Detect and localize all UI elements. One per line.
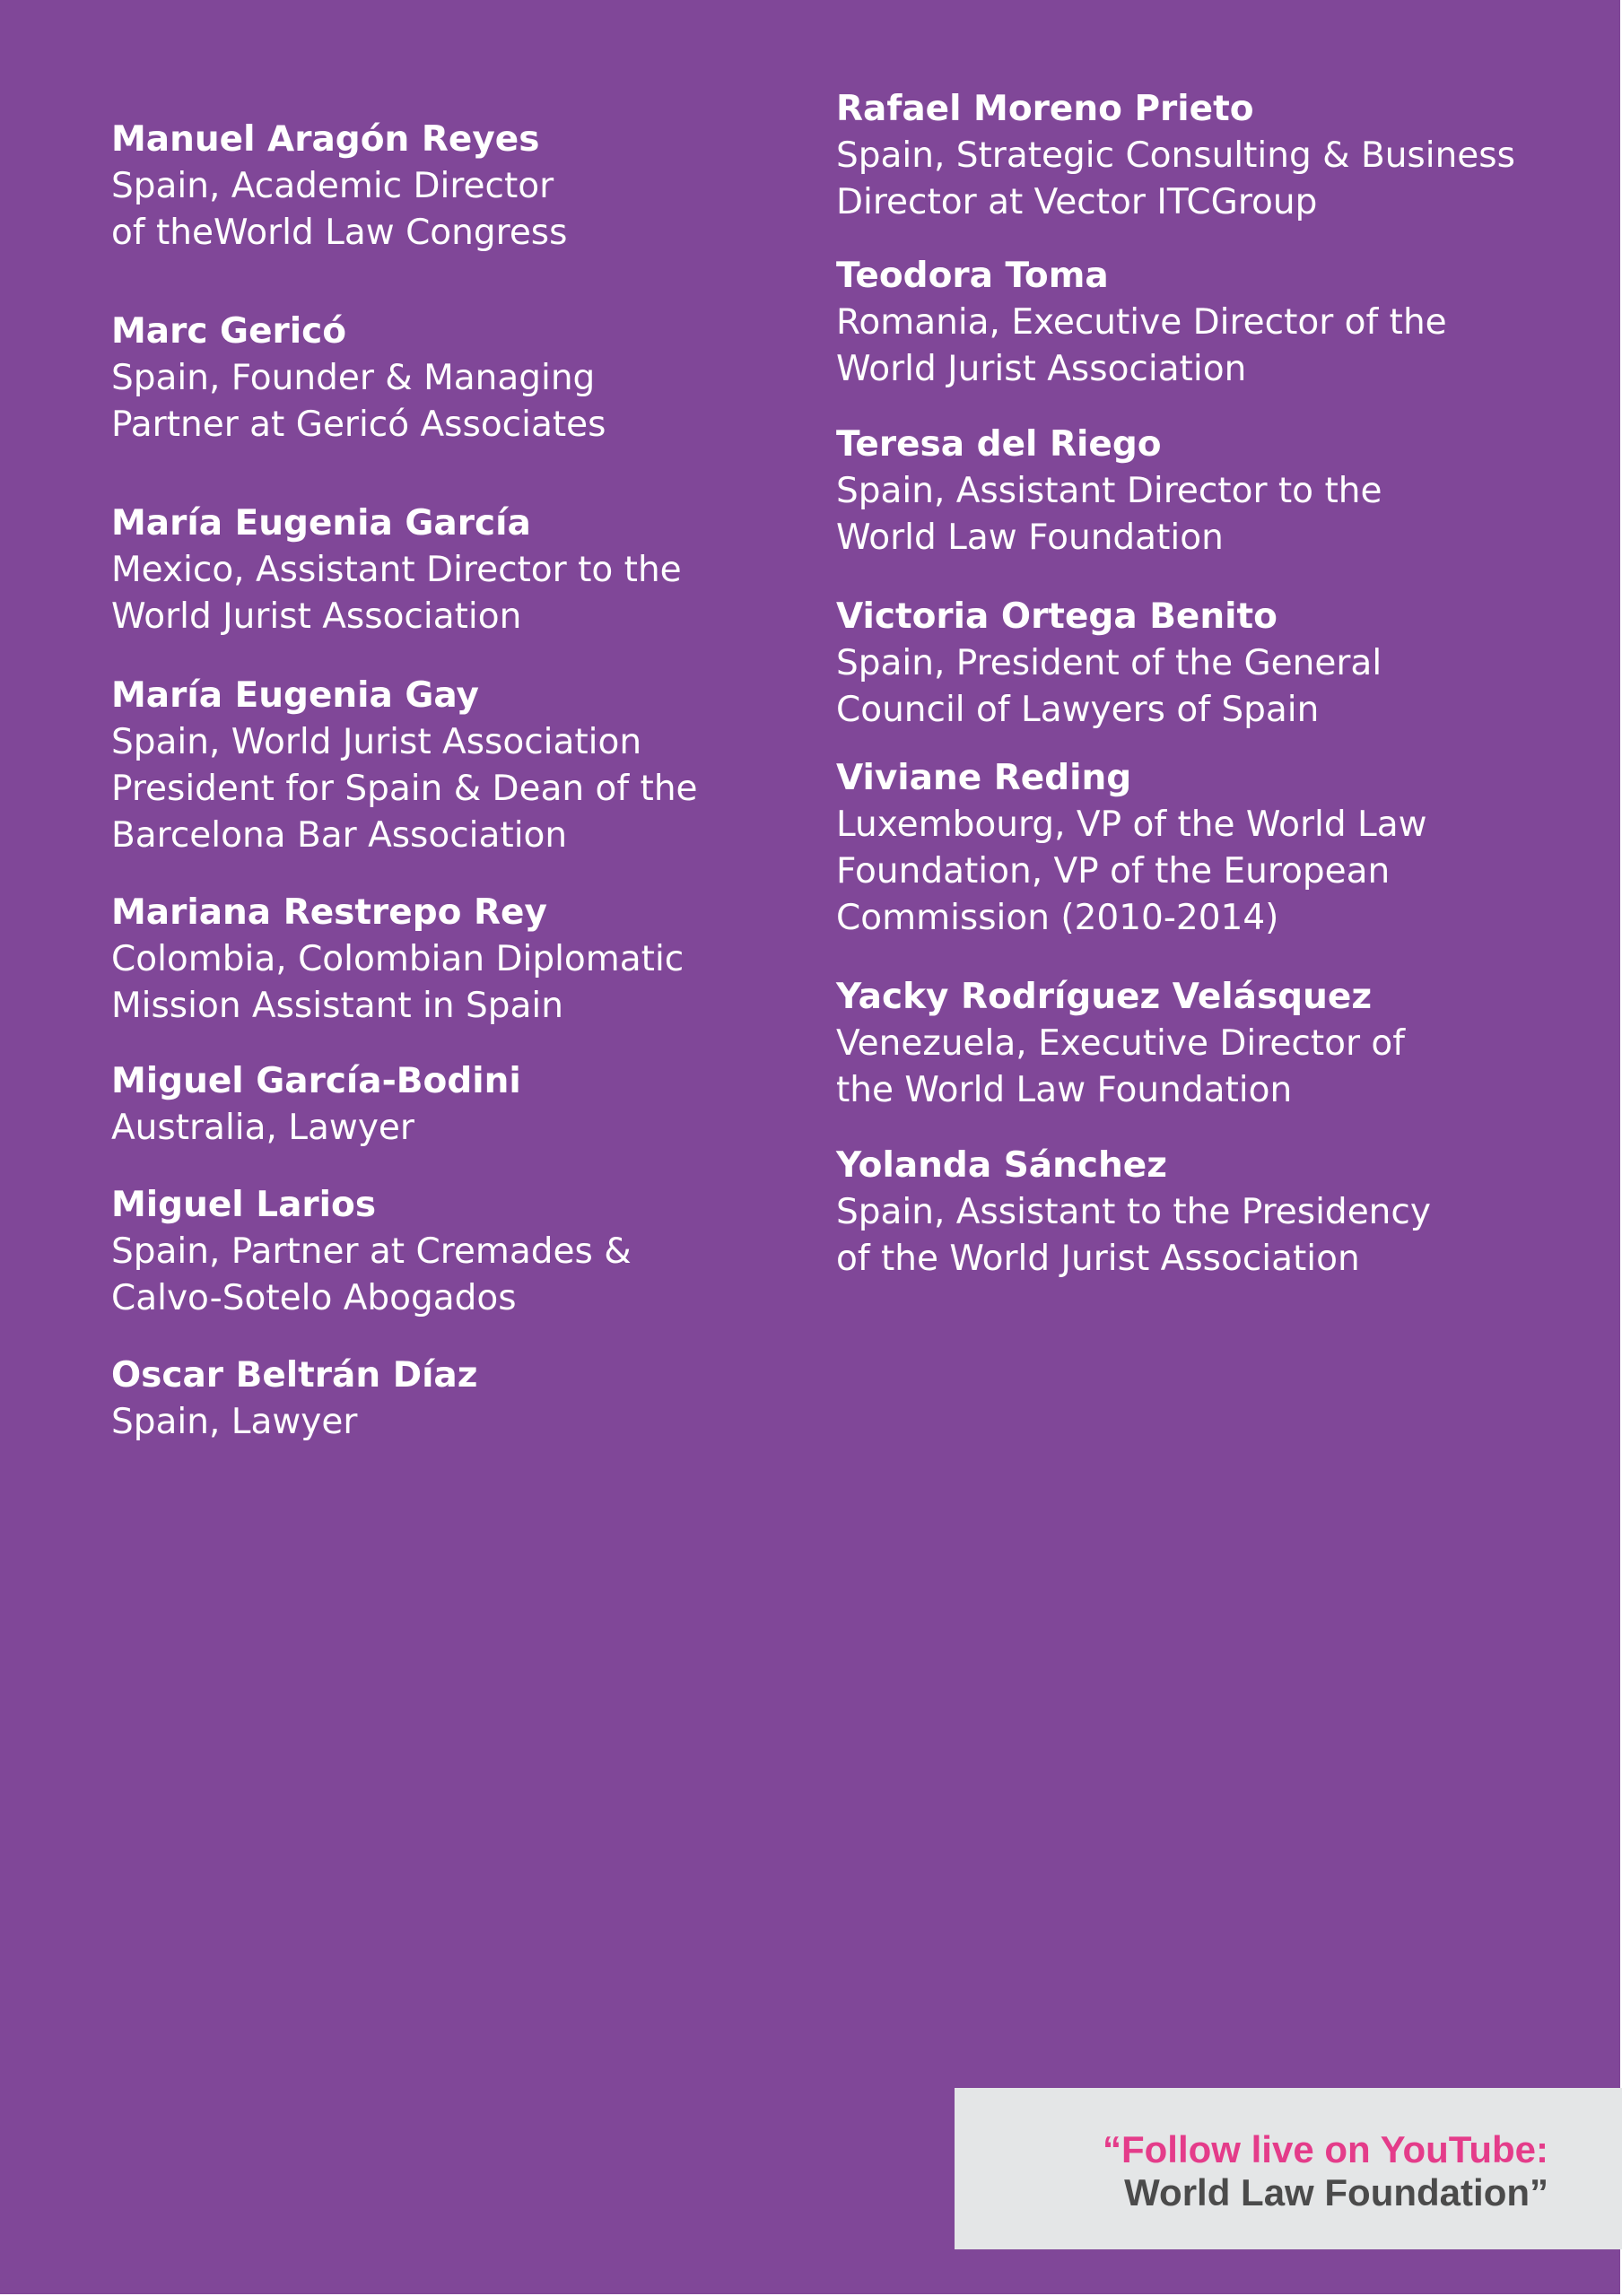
speaker-entry	[111, 309, 757, 448]
speaker-name: Yolanda Sánchez	[836, 1145, 1167, 1186]
speaker-name: María Eugenia Gay	[111, 675, 479, 716]
speaker-name: Miguel García-Bodini	[111, 1061, 521, 1101]
speaker-name: Manuel Aragón Reyes	[111, 119, 540, 160]
speaker-entry	[111, 890, 757, 1030]
speaker-name: Miguel Larios	[111, 1185, 377, 1225]
speaker-entry	[836, 755, 1554, 942]
speaker-entry	[836, 253, 1554, 393]
speaker-description: Australia, Lawyer	[111, 1108, 414, 1148]
speaker-entry	[836, 1143, 1554, 1283]
speaker-name: Teodora Toma	[836, 256, 1109, 296]
speaker-description: Spain, Assistant Director to the World Law Foundation	[836, 471, 1382, 558]
speaker-description: Venezuela, Executive Director of the World Law Foundation	[836, 1023, 1405, 1110]
speaker-name: Rafael Moreno Prieto	[836, 89, 1254, 129]
speaker-entry	[836, 86, 1554, 226]
banner-follow-text: “Follow live on YouTube:	[1103, 2128, 1548, 2170]
speaker-entry	[836, 974, 1554, 1114]
speaker-entry	[836, 422, 1554, 561]
speaker-description: Spain, Lawyer	[111, 1402, 358, 1442]
speaker-name: Yacky Rodríguez Velásquez	[836, 977, 1373, 1017]
youtube-banner	[955, 2088, 1622, 2249]
speaker-entry	[111, 117, 757, 257]
speaker-name: Mariana Restrepo Rey	[111, 892, 547, 933]
banner-channel-text: World Law Foundation”	[1124, 2171, 1548, 2213]
speaker-description: Mexico, Assistant Director to the World Jurist Association	[111, 550, 682, 637]
speaker-description: Spain, Strategic Consulting & Business Director at Vector ITCGroup	[836, 135, 1515, 222]
speaker-description: Spain, President of the General Council of Lawyers of Spain	[836, 643, 1382, 730]
speaker-description: Colombia, Colombian Diplomatic Mission Assistant in Spain	[111, 939, 685, 1026]
speaker-description: Spain, Assistant to the Presidency of the World Jurist Association	[836, 1192, 1431, 1279]
speaker-entry	[111, 673, 757, 859]
speaker-description: Spain, Partner at Cremades & Calvo-Sotelo Abogados	[111, 1231, 632, 1318]
speaker-name: Teresa del Riego	[836, 424, 1162, 465]
speaker-entry	[111, 500, 757, 640]
speaker-name: María Eugenia García	[111, 503, 531, 544]
speaker-description: Spain, Academic Director of theWorld Law Congress	[111, 166, 568, 253]
speaker-description: Luxembourg, VP of the World Law Foundation, VP of the European Commission (2010-2014)	[836, 804, 1427, 938]
speaker-entry	[111, 1182, 757, 1322]
speaker-name: Viviane Reding	[836, 758, 1132, 798]
speaker-entry	[111, 1352, 757, 1446]
speaker-description: Spain, Founder & Managing Partner at Gericó Associates	[111, 358, 606, 445]
speaker-entry	[836, 594, 1554, 734]
speaker-description: Romania, Executive Director of the World Jurist Association	[836, 302, 1447, 389]
speaker-name: Victoria Ortega Benito	[836, 596, 1278, 637]
speaker-entry	[111, 1058, 757, 1152]
speaker-name: Oscar Beltrán Díaz	[111, 1355, 478, 1396]
speaker-description: Spain, World Jurist Association President for Spain & Dean of the Barcelona Bar Association	[111, 722, 698, 856]
speaker-name: Marc Gericó	[111, 311, 347, 352]
